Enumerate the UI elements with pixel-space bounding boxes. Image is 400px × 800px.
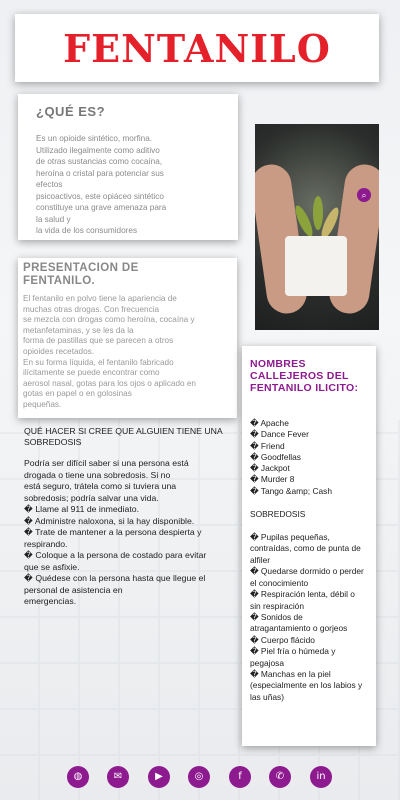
email-icon[interactable]: ✉ xyxy=(107,766,129,788)
list-item: � Tango &amp; Cash xyxy=(250,485,332,496)
nombres-callejeros-card xyxy=(242,346,376,746)
help-text: Podría ser difícil saber si una persona está drogada o tiene una sobredosis. Si no está seguro, trátela como si tuviera una sobredosis; podría salvar una vida. � Llame al 911 de inmediato. � Administre naloxona, si la hay disponible. � Trate de mantener a la persona despierta y respirando. � Coloque a la persona de costado para evitar que se asfixie. � Quédese con la persona hasta que llegue el personal de asistencia en emergencias. xyxy=(24,458,207,606)
list-item: � Friend xyxy=(250,440,285,451)
que-es-text: Es un opioide sintético, morfina. Utilizado ilegalmente como aditivo de otras sustancias como cocaína, heroína o cristal para potenciar sus efectos psicoactivos, este opiáceo sintético constituye una grave amenaza para la salud y la vida de los consumidores xyxy=(36,134,167,235)
street-names-list xyxy=(250,418,368,497)
presentacion-text: El fentanilo en polvo tiene la apariencia de muchas otras drogas. Con frecuencia se mezcla con drogas como heroína, cocaína y metanfetaminas, y se les da la forma de pastillas que se parecen a otros opioides recetados. En su forma líquida, el fentanilo fabricado ilícitamente se puede encontrar como aerosol nasal, gotas para los ojos o aplicado en gotas en papel o en golosinas pequeñas. xyxy=(23,294,196,409)
youtube-icon[interactable]: ▶ xyxy=(148,766,170,788)
instagram-icon[interactable]: ◎ xyxy=(188,766,210,788)
sobredosis-label: SOBREDOSIS xyxy=(250,509,306,520)
zoom-icon[interactable]: ⌕ xyxy=(357,188,371,202)
symptoms-text: � Pupilas pequeñas, contraídas, como de punta de alfiler � Quedarse dormido o perder el conocimiento � Respiración lenta, débil o sin respiración � Sonidos de atragantamiento o gorjeos � Cuerpo flácido � Piel fría o húmeda y pegajosa � Manchas en la piel (especialmente en los labios y las uñas) xyxy=(250,532,364,702)
globe-icon[interactable]: ◍ xyxy=(67,766,89,788)
presentacion-card xyxy=(18,258,237,418)
leaf xyxy=(313,196,323,230)
list-item: � Apache xyxy=(250,418,289,428)
white-pot xyxy=(285,236,347,296)
que-es-card xyxy=(18,94,238,240)
nombres-heading: NOMBRES CALLEJEROS DEL FENTANILO ILICITO: xyxy=(250,358,359,394)
page-title: FENTANILO xyxy=(63,25,331,71)
list-item: � Dance Fever xyxy=(250,429,309,440)
title-banner xyxy=(15,14,379,82)
help-heading: QUÉ HACER SI CREE QUE ALGUIEN TIENE UNA SOBREDOSIS xyxy=(24,426,223,447)
presentacion-heading: PRESENTACION DE FENTANILO. xyxy=(23,262,139,287)
whatsapp-icon[interactable]: ✆ xyxy=(269,766,291,788)
list-item: � Murder 8 xyxy=(250,474,295,485)
que-es-heading: ¿QUÉ ES? xyxy=(36,104,106,119)
facebook-icon[interactable]: f xyxy=(229,766,251,788)
plant-hands-photo xyxy=(255,124,379,330)
list-item: � Goodfellas xyxy=(250,451,301,462)
list-item: � Jackpot xyxy=(250,463,290,474)
sobredosis-help-section xyxy=(24,426,246,608)
social-icons-bar xyxy=(0,766,400,790)
linkedin-icon[interactable]: in xyxy=(310,766,332,788)
